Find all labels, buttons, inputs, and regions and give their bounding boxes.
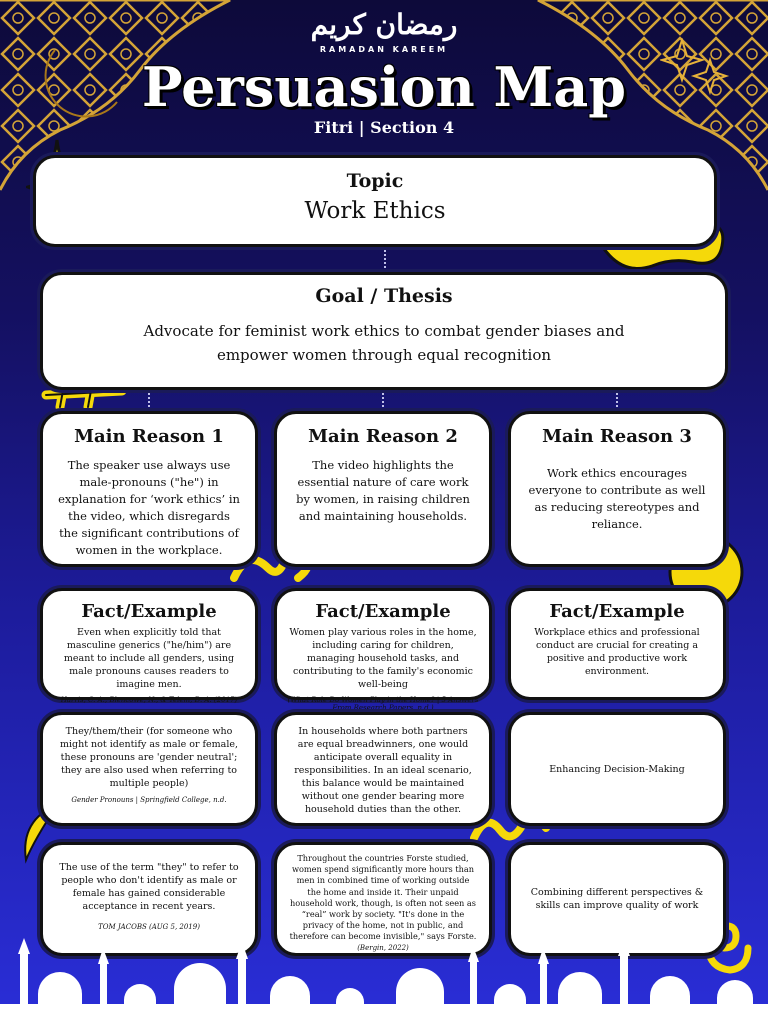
main-reason-heading: Main Reason 2 [308,426,458,447]
fact-citation: Harris, C. A., Blencowe, N., & Telem, D. A. (2017) [60,696,238,704]
fact-heading: Fact/Example [315,601,451,622]
topic-value: Work Ethics [304,198,446,224]
example-text: The use of the term "they" to refer to people who don't identify as male or female has gained considerable acceptance in recent years. [59,862,239,912]
mosque-skyline-decoration [0,934,768,1024]
connector-line [616,390,618,411]
connector-line [382,390,384,411]
fact-heading: Fact/Example [549,601,685,622]
example-text: Enhancing Decision-Making [549,763,685,775]
example-citation: (Bergin, 2022) [357,943,409,952]
goal-value: Advocate for feminist work ethics to combat gender biases and empower women through equal recognition [143,322,625,364]
fact-citation: (What Role Do Women Play in the Home? | 5 Answers From Research Papers, n.d.) [287,696,479,712]
fact-text: Workplace ethics and professional conduct are crucial for creating a positive and productive work environment. [534,627,700,677]
main-reason-heading: Main Reason 1 [74,426,224,447]
main-reason-text: The video highlights the essential nature of care work by women, in raising children and maintaining households. [296,458,470,523]
main-reason-card-1 [40,411,258,567]
connector-line [384,247,386,272]
fact-card-2 [274,588,492,712]
fact-heading: Fact/Example [81,601,217,622]
example-text: They/them/their (for someone who might not identify as male or female, these pronouns are 'gender neutral'; they are also used when referring to multiple people) [59,726,239,789]
main-reason-card-2 [274,411,492,567]
page-title: Persuasion Map [141,55,627,119]
topic-card [33,155,717,247]
page-subtitle: Fitri | Section 4 [313,118,455,137]
main-reason-text: The speaker use always use male-pronouns ("he") in explanation for ‘work ethics’ in the video, which disregards the significant contributions of women in the workplace. [58,458,240,557]
main-reason-text: Work ethics encourages everyone to contribute as well as reducing stereotypes and reliance. [528,466,706,531]
main-reason-heading: Main Reason 3 [542,426,692,447]
fact-text: Women play various roles in the home, including caring for children, managing household tasks, and contributing to the family's economic well-being [289,627,477,690]
example-citation: TOM JACOBS (AUG 5, 2019) [98,923,200,931]
example-card [508,712,726,826]
example-text: Throughout the countries Forste studied, women spend significantly more hours than men in combined time of working outside the home and inside it. Their unpaid household work, though, is often not seen as “real” work by society. "It's done in the privacy of the home, not in public, and therefore can become invisible," says Forste. [289,853,477,942]
brand-arabic-calligraphy: رمضان كريم [310,8,458,41]
brand-english: RAMADAN KAREEM [319,45,449,54]
main-reason-card-3 [508,411,726,567]
fact-text: Even when explicitly told that masculine generics ("he/him") are meant to include all genders, using male pronouns causes readers to imagine men. [63,627,235,690]
connector-line [148,390,150,411]
example-citation: Gender Pronouns | Springfield College, n.d. [71,796,227,804]
example-text: Combining different perspectives & skills can improve quality of work [530,887,704,911]
example-text: In households where both partners are equal breadwinners, one would anticipate overall equality in responsibilities. In an ideal scenario, this balance would be maintained without one gender bearing more household duties than the other. [294,726,472,815]
goal-card [40,272,728,390]
topic-heading: Topic [346,170,404,192]
example-card [274,712,492,826]
example-card [40,712,258,826]
fact-card-3 [508,588,726,700]
fact-card-1 [40,588,258,704]
goal-heading: Goal / Thesis [315,285,453,307]
